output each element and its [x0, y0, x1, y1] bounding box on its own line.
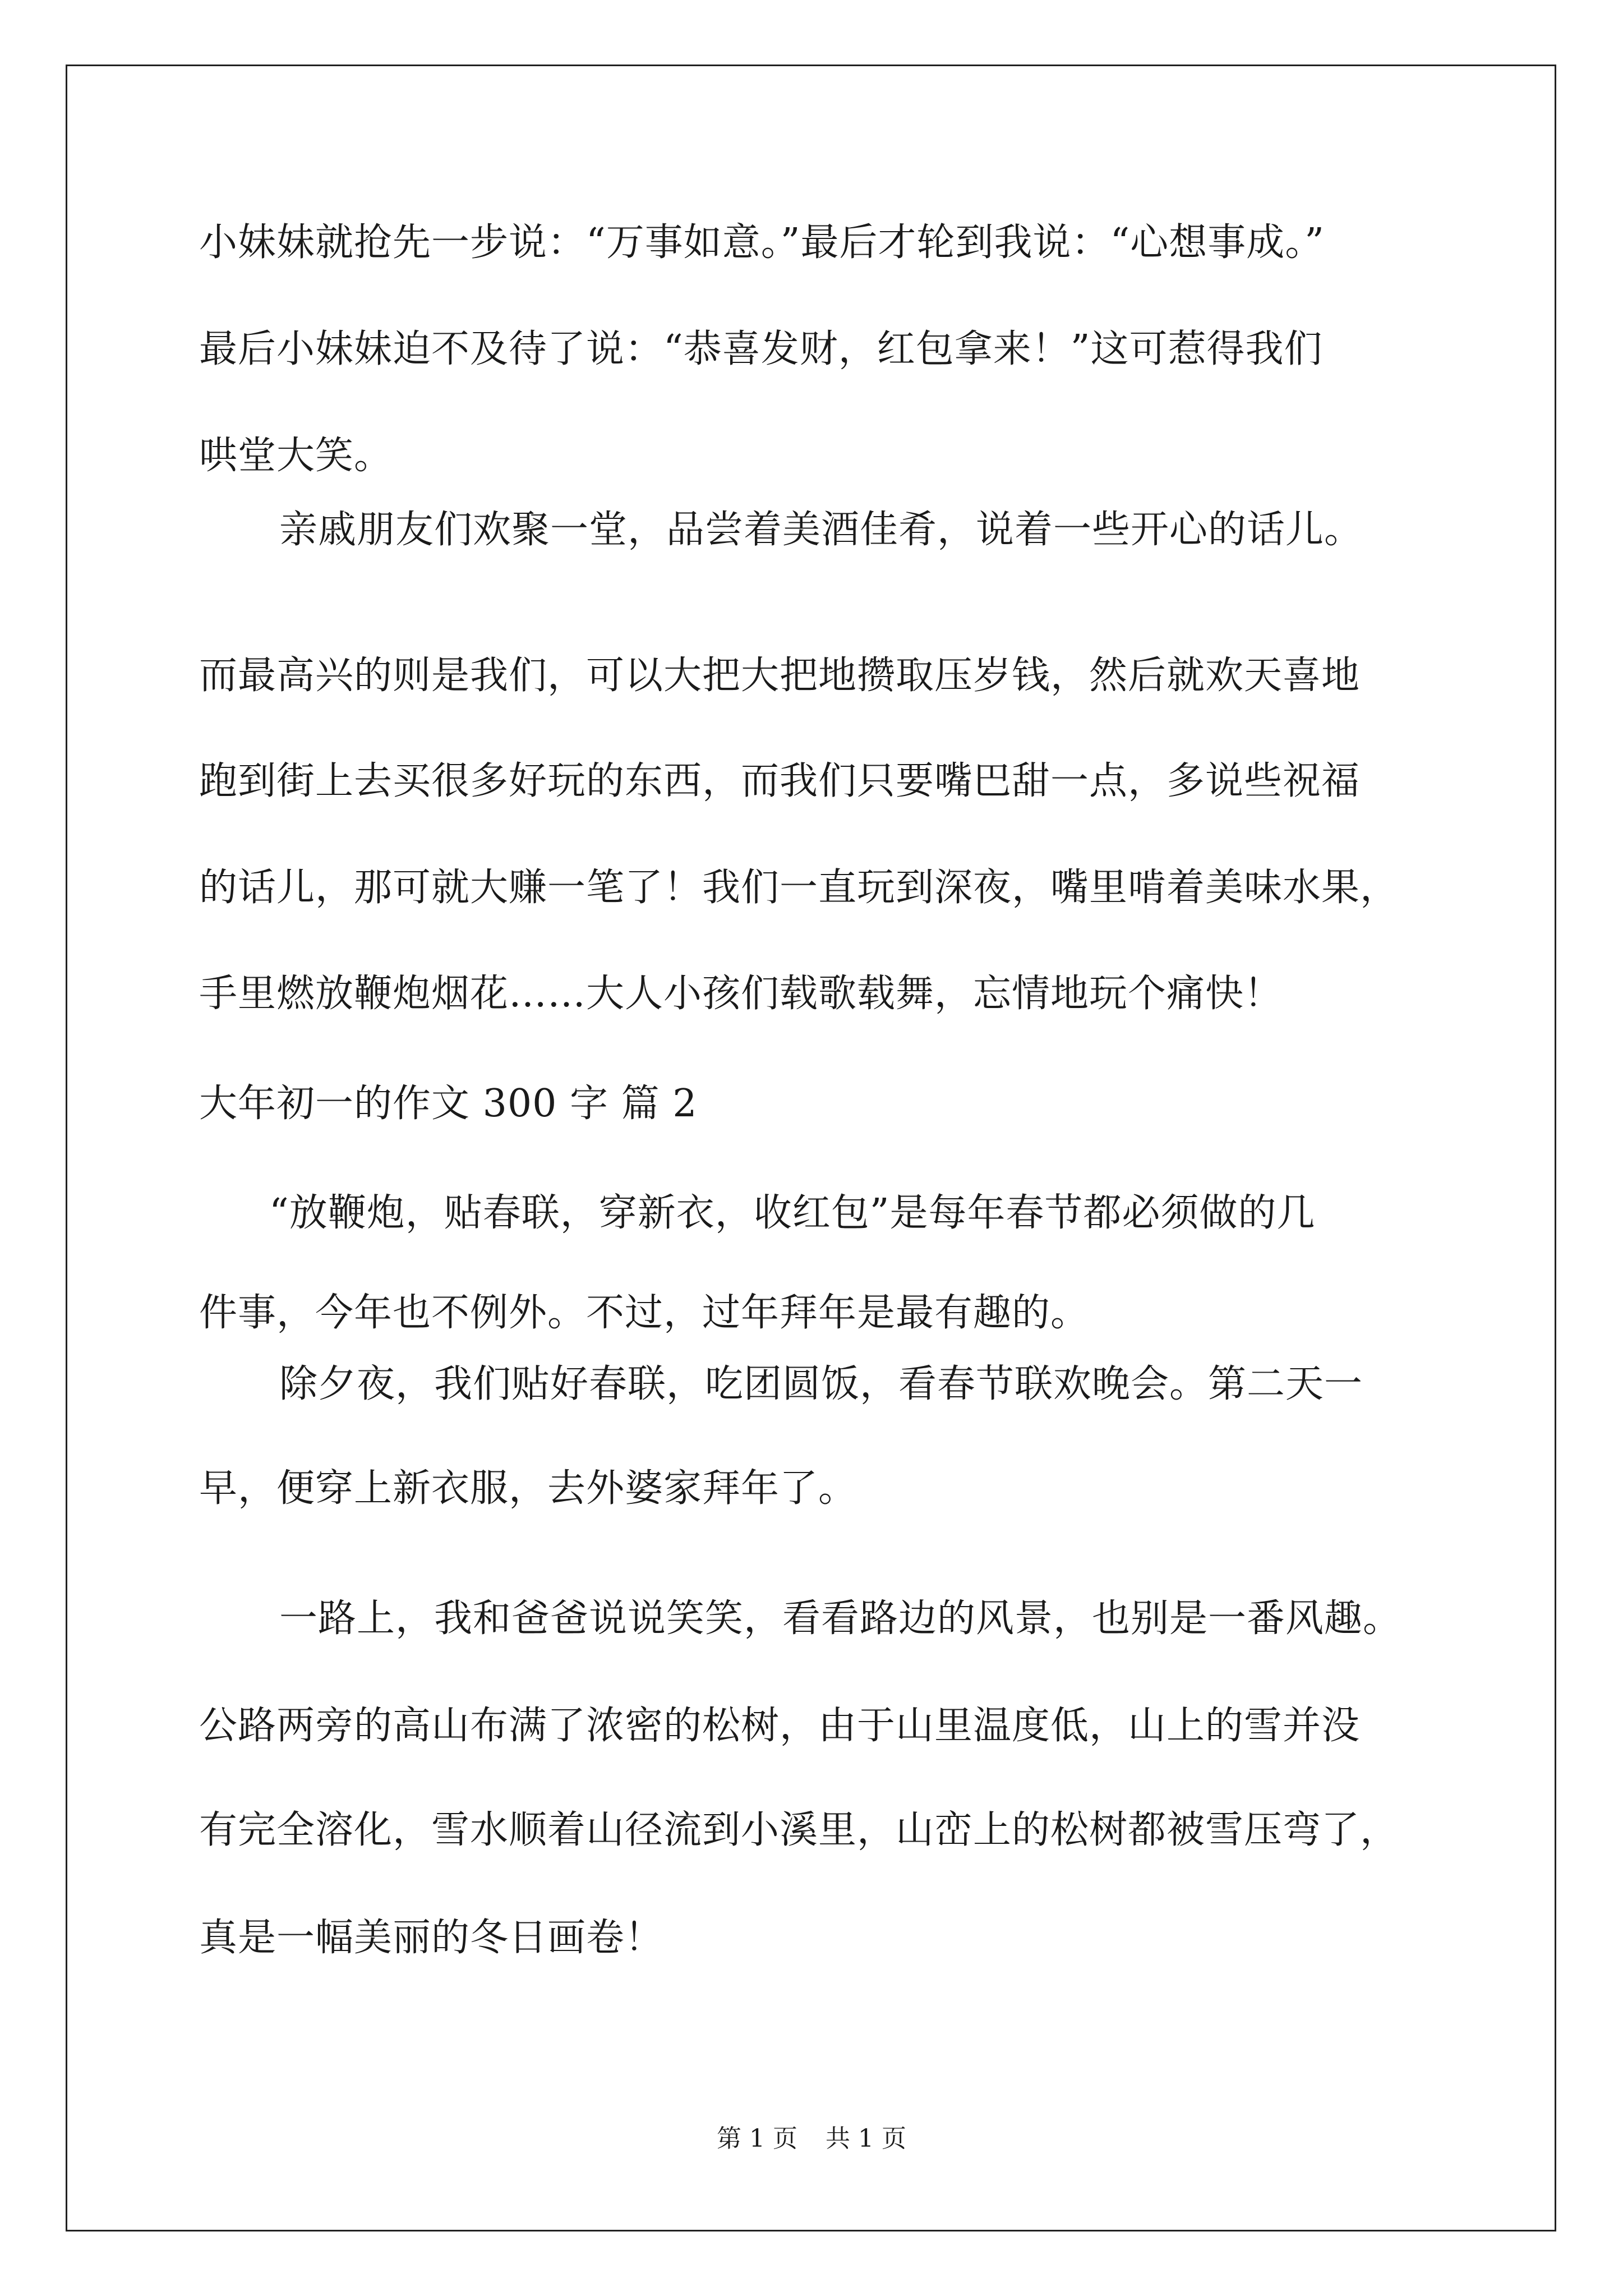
text-line-12: 除夕夜，我们贴好春联，吃团圆饭，看春节联欢晚会。第二天一: [279, 1362, 1363, 1406]
page-border: [66, 65, 1556, 2231]
page-total: 共 1 页: [826, 2124, 906, 2153]
text-line-8: 手里燃放鞭炮烟花……大人小孩们载歌载舞，忘情地玩个痛快！: [199, 972, 1283, 1016]
text-line-14: 一路上，我和爸爸说说笑笑，看看路边的风景，也别是一番风趣。: [279, 1596, 1402, 1641]
text-line-16: 有完全溶化，雪水顺着山径流到小溪里，山峦上的松树都被雪压弯了，: [199, 1808, 1399, 1852]
text-line-17: 真是一幅美丽的冬日画卷！: [199, 1916, 664, 1960]
section-heading: 大年初一的作文 300 字 篇 2: [199, 1082, 698, 1126]
page-number: 第 1 页: [717, 2124, 797, 2153]
text-line-2: 最后小妹妹迫不及待了说：“恭喜发财，红包拿来！”这可惹得我们: [199, 327, 1323, 371]
text-line-1: 小妹妹就抢先一步说：“万事如意。”最后才轮到我说：“心想事成。”: [199, 220, 1325, 265]
text-line-4: 亲戚朋友们欢聚一堂，品尝着美酒佳肴，说着一些开心的话儿。: [279, 508, 1363, 552]
text-line-5: 而最高兴的则是我们，可以大把大把地攒取压岁钱，然后就欢天喜地: [199, 654, 1361, 698]
text-line-15: 公路两旁的高山布满了浓密的松树，由于山里温度低，山上的雪并没: [199, 1704, 1361, 1748]
text-line-7: 的话儿，那可就大赚一笔了！我们一直玩到深夜，嘴里啃着美味水果，: [199, 866, 1399, 910]
text-line-6: 跑到街上去买很多好玩的东西，而我们只要嘴巴甜一点，多说些祝福: [199, 759, 1361, 803]
text-line-10: “放鞭炮，贴春联，穿新衣，收红包”是每年春节都必须做的几: [269, 1191, 1316, 1235]
text-line-3: 哄堂大笑。: [199, 434, 393, 478]
page-footer: [0, 2122, 1623, 2156]
text-line-13: 早，便穿上新衣服，去外婆家拜年了。: [199, 1466, 857, 1511]
text-line-11: 件事，今年也不例外。不过，过年拜年是最有趣的。: [199, 1291, 1090, 1335]
